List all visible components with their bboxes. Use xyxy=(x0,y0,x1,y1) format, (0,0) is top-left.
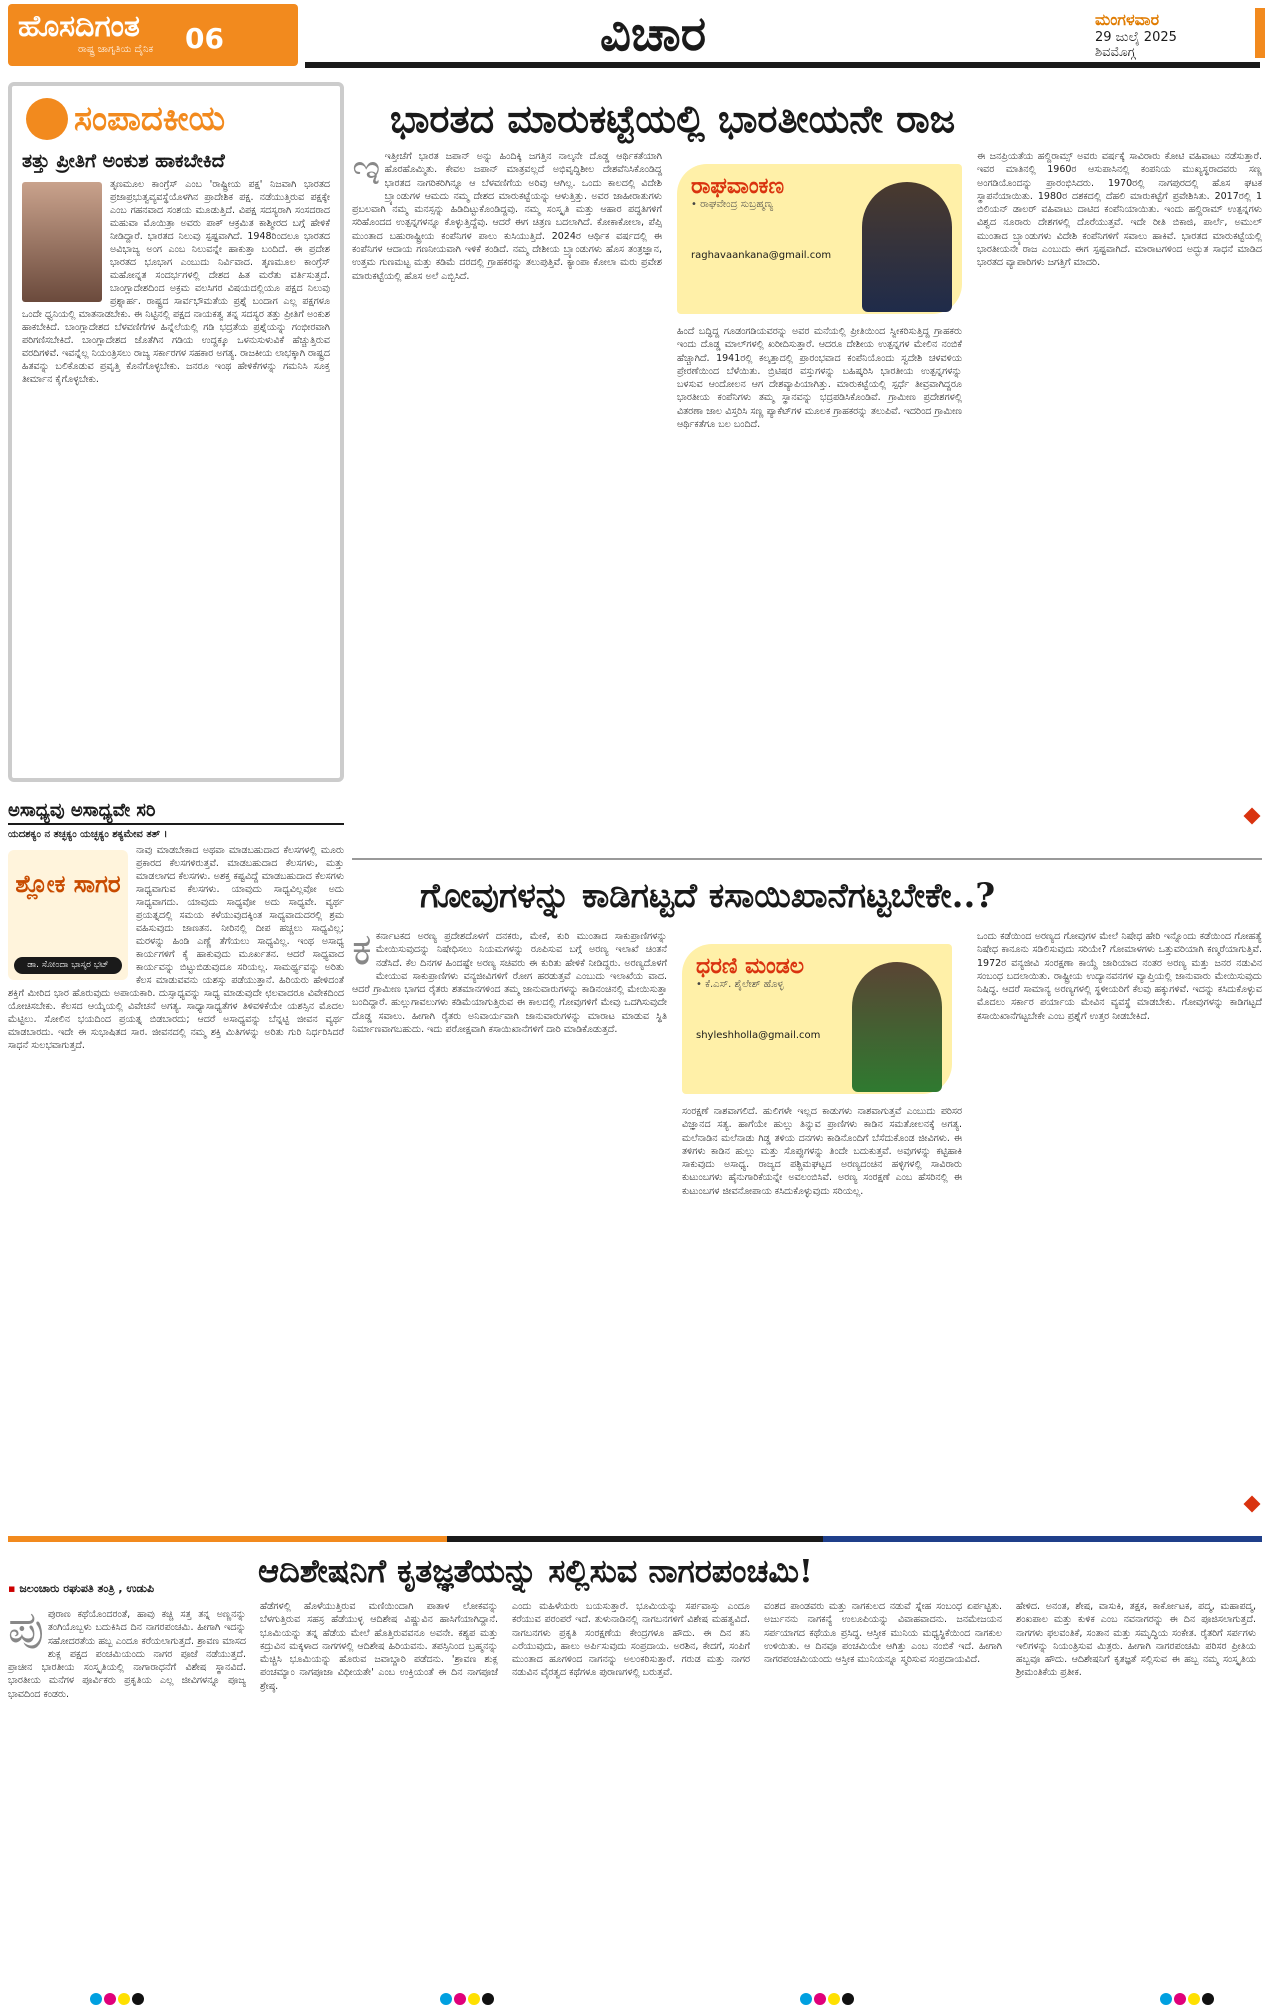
registration-dots-icon xyxy=(800,1990,860,2002)
shloka-badge-title: ಶ್ಲೋಕ ಸಾಗರ xyxy=(15,870,121,898)
registration-dots-icon xyxy=(440,1990,500,2002)
shloka-sagar-badge xyxy=(8,850,128,980)
article3-col2: ಹೆಡೆಗಳಲ್ಲಿ ಹೊಳೆಯುತ್ತಿರುವ ಮಣಿಯಿಂದಾಗಿ ಪಾತಾಳ ಲೋಕವನ್ನು ಬೆಳಗುತ್ತಿರುವ ಸಹಸ್ರ ಹೆಡೆಯುಳ್ಳ ಆದಿಶೇಷ ವಿಷ್ಣುವಿನ ಹಾಸಿಗೆಯಾಗಿದ್ದಾನೆ. ಭೂಮಿಯನ್ನು ತನ್ನ ಹೆಡೆಯ ಮೇಲೆ ಹೊತ್ತಿರುವವನೂ ಅವನೇ. ಕಶ್ಯಪ ಮತ್ತು ಕದ್ರುವಿನ ಮಕ್ಕಳಾದ ನಾಗಗಳಲ್ಲಿ ಆದಿಶೇಷ ಹಿರಿಯವನು. ತಪಸ್ಸಿನಿಂದ ಬ್ರಹ್ಮನನ್ನು ಮೆಚ್ಚಿಸಿ ಭೂಮಿಯನ್ನು ಹೊರುವ ಜವಾಬ್ದಾರಿ ಪಡೆದನು. 'ಶ್ರಾವಣ ಶುಕ್ಲ ಪಂಚಮ್ಯಾಂ ನಾಗಪೂಜಾ ವಿಧೀಯತೇ' ಎಂಬ ಉಕ್ತಿಯಂತೆ ಈ ದಿನ ನಾಗಪೂಜೆ ಶ್ರೇಷ್ಠ. xyxy=(260,1601,498,1692)
author-box xyxy=(682,944,952,1094)
dropcap: ಪು xyxy=(8,1602,44,1653)
article3-byline: ▪ ಜಲಂಚಾರು ರಘುಪತಿ ತಂತ್ರಿ , ಉಡುಪಿ xyxy=(8,1582,155,1595)
end-marker-icon xyxy=(1244,1496,1261,1513)
registration-marks xyxy=(0,1990,1270,2009)
day-label: ಮಂಗಳವಾರ xyxy=(1095,10,1160,29)
article3-col5: ಹೇಳಿದ. ಅನಂತ, ಶೇಷ, ವಾಸುಕಿ, ತಕ್ಷಕ, ಕಾರ್ಕೋಟಕ, ಪದ್ಮ, ಮಹಾಪದ್ಮ, ಶಂಖಪಾಲ ಮತ್ತು ಕುಳಿಕ ಎಂಬ ನವನಾಗರನ್ನು ಈ ದಿನ ಪೂಜಿಸಲಾಗುತ್ತದೆ. ನಾಗಗಳು ಫಲವಂತಿಕೆ, ಸಂತಾನ ಮತ್ತು ಸಮೃದ್ಧಿಯ ಸಂಕೇತ. ರೈತರಿಗೆ ಸರ್ಪಗಳು ಇಲಿಗಳನ್ನು ನಿಯಂತ್ರಿಸುವ ಮಿತ್ರರು. ಹೀಗಾಗಿ ನಾಗರಪಂಚಮಿ ಪರಿಸರ ಪ್ರೀತಿಯ ಹಬ್ಬವೂ ಹೌದು. ಆದಿಶೇಷನಿಗೆ ಕೃತಜ್ಞತೆ ಸಲ್ಲಿಸುವ ಈ ಹಬ್ಬ ನಮ್ಮ ಸಂಸ್ಕೃತಿಯ ಶ್ರೀಮಂತಿಕೆಯ ಪ್ರತೀಕ. xyxy=(1016,1601,1256,1679)
shloka-body: ಶ್ಲೋಕ ಸಾಗರ ಡಾ. ಸೋಂದಾ ಭಾಸ್ಕರ ಭಟ್ ನಾವು ಮಾಡಬೇಕಾದ ಅಥವಾ ಮಾಡಬಹುದಾದ ಕೆಲಸಗಳಲ್ಲಿ ಮೂರು ಪ್ರಕಾರದ ಕೆಲಸಗಳಿರುತ್ತವೆ. ಮಾಡಬಹುದಾದ ಕೆಲಸಗಳು, ಮತ್ತು ಮಾಡಲಾಗದ ಕೆಲಸಗಳು. ಅಶಕ್ತ ಕಷ್ಟವಿದ್ದೆ ಮಾಡಬಹುದಾದ ಕೆಲಸಗಳು ಸಾಧ್ಯವಾಗುವ ಕೆಲಸಗಳು. ಯಾವುದು ಸಾಧ್ಯವಿಲ್ಲವೋ ಅದು ಸಾಧ್ಯವಾಗದು. ಯಾವುದು ಸಾಧ್ಯವೋ ಅದು ಸಾಧ್ಯವೇ. ವ್ಯರ್ಥ ಪ್ರಯತ್ನದಲ್ಲಿ ಸಮಯ ಕಳೆಯುವುದಕ್ಕಿಂತ ಸಾಧ್ಯವಾದುದರಲ್ಲಿ ಶ್ರಮ ವಹಿಸುವುದು ಜಾಣತನ. ನೀರಿನಲ್ಲಿ ದೀಪ ಹಚ್ಚಲು ಸಾಧ್ಯವಿಲ್ಲ; ಮರಳನ್ನು ಹಿಂಡಿ ಎಣ್ಣೆ ತೆಗೆಯಲು ಸಾಧ್ಯವಿಲ್ಲ. ಇಂಥ ಅಸಾಧ್ಯ ಕಾರ್ಯಗಳಿಗೆ ಕೈ ಹಾಕುವುದು ಮೂರ್ಖತನ. ಆದರೆ ಸಾಧ್ಯವಾದ ಕಾರ್ಯವನ್ನು ಬಿಟ್ಟುಬಿಡುವುದೂ ಸರಿಯಲ್ಲ. ಸಾಮರ್ಥ್ಯವನ್ನು ಅರಿತು ಕೆಲಸ ಮಾಡುವವನು ಯಶಸ್ಸು ಪಡೆಯುತ್ತಾನೆ. ಹಿರಿಯರು ಹೇಳಿದಂತೆ ಶಕ್ತಿಗೆ ಮೀರಿದ ಭಾರ ಹೊರುವುದು ಅಪಾಯಕಾರಿ. ದುಸ್ಸಾಧ್ಯವನ್ನು ಸಾಧ್ಯ ಮಾಡುವುದೇ ಛಲವಾದರೂ ವಿವೇಕದಿಂದ ಯೋಚಿಸಬೇಕು. ಕೆಲಸದ ಆಯ್ಕೆಯಲ್ಲಿ ವಿವೇಚನೆ ಅಗತ್ಯ. ಸಾಧ್ಯಾಸಾಧ್ಯತೆಗಳ ತಿಳಿವಳಿಕೆಯೇ ಯಶಸ್ಸಿನ ಮೊದಲ ಮೆಟ್ಟಿಲು. ಸೋಲಿನ ಭಯದಿಂದ ಪ್ರಯತ್ನ ಬಿಡಬಾರದು; ಆದರೆ ಅಸಾಧ್ಯವನ್ನು ಬೆನ್ನಟ್ಟಿ ಜೀವನ ವ್ಯರ್ಥ ಮಾಡಬಾರದು. ಇದೇ ಈ ಸುಭಾಷಿತದ ಸಾರ. ಜೀವನದಲ್ಲಿ ನಮ್ಮ ಶಕ್ತಿ ಮಿತಿಗಳನ್ನು ಅರಿತು ಗುರಿ ನಿರ್ಧರಿಸಿದರೆ ಸಾಧನೆ ಸುಲಭವಾಗುತ್ತದೆ. xyxy=(8,845,344,1051)
article1-headline: ಭಾರತದ ಮಾರುಕಟ್ಟೆಯಲ್ಲಿ ಭಾರತೀಯನೇ ರಾಜ xyxy=(390,96,956,141)
city-label: ಶಿವಮೊಗ್ಗ xyxy=(1095,45,1136,60)
dropcap: ಇ xyxy=(352,144,381,195)
article2-col3: ಒಂದು ಕಡೆಯಿಂದ ಅರಣ್ಯದ ಗೋವುಗಳ ಮೇಲೆ ನಿಷೇಧ ಹೇರಿ ಇನ್ನೊಂದು ಕಡೆಯಿಂದ ಗೋಹತ್ಯೆ ನಿಷೇಧ ಕಾನೂನು ಸಡಿಲಿಸುವುದು ಸರಿಯೇ? ಗೋಮಾಳಗಳು ಒತ್ತುವರಿಯಾಗಿ ಕಣ್ಮರೆಯಾಗುತ್ತಿವೆ. 1972ರ ವನ್ಯಜೀವಿ ಸಂರಕ್ಷಣಾ ಕಾಯ್ದೆ ಜಾರಿಯಾದ ನಂತರ ಅರಣ್ಯ ಮತ್ತು ಜನರ ನಡುವಿನ ಸಂಬಂಧ ಬದಲಾಯಿತು. ರಾಷ್ಟ್ರೀಯ ಉದ್ಯಾನವನಗಳ ವ್ಯಾಪ್ತಿಯಲ್ಲಿ ಜಾನುವಾರು ಮೇಯಿಸುವುದು ನಿಷಿದ್ಧ. ಆದರೆ ಸಾಮಾನ್ಯ ಅರಣ್ಯಗಳಲ್ಲಿ ಸ್ಥಳೀಯರಿಗೆ ಕೆಲವು ಹಕ್ಕುಗಳಿವೆ. ಇದನ್ನು ಕಸಿದುಕೊಳ್ಳುವ ಮೊದಲು ಸರ್ಕಾರ ಪರ್ಯಾಯ ಮೇವಿನ ವ್ಯವಸ್ಥೆ ಮಾಡಬೇಕು. ಗೋವುಗಳನ್ನು ಕಾಡಿಗಟ್ಟದೆ ಕಸಾಯಿಖಾನೆಗಟ್ಟಬೇಕೇ ಎಂಬ ಪ್ರಶ್ನೆಗೆ ಉತ್ತರ ನೀಡಬೇಕಿದೆ. xyxy=(977,931,1262,1022)
section-title: ವಿಚಾರ xyxy=(600,6,707,62)
paper-tagline: ರಾಷ್ಟ್ರ ಜಾಗೃತಿಯ ದೈನಿಕ xyxy=(78,44,154,55)
shloka-verse: ಯದಶಕ್ಯಂ ನ ತಚ್ಛಕ್ಯಂ ಯಚ್ಛಕ್ಯಂ ಶಕ್ಯಮೇವ ತತ್ । xyxy=(8,829,168,840)
editorial-photo xyxy=(22,182,102,302)
editorial-logo: ಸಂಪಾದಕೀಯ xyxy=(22,94,330,144)
shloka-headline: ಅಸಾಧ್ಯವು ಅಸಾಧ್ಯವೇ ಸರಿ xyxy=(8,800,344,825)
author-name: • ಕೆ.ಎಸ್. ಶೈಲೇಶ್ ಹೊಳ್ಳ xyxy=(696,979,784,990)
editorial-headline: ತತ್ತು ಪ್ರೀತಿಗೆ ಅಂಕುಶ ಹಾಕಬೇಕಿದೆ xyxy=(22,150,225,172)
article3-col3: ಎಂದು ಮಹಿಳೆಯರು ಬಯಸುತ್ತಾರೆ. ಭೂಮಿಯನ್ನು ಸರ್ಪವಾಸ್ತು ಎಂದೂ ಕರೆಯುವ ಪರಂಪರೆ ಇದೆ. ತುಳುನಾಡಿನಲ್ಲಿ ನಾಗಬನಗಳಿಗೆ ವಿಶೇಷ ಮಹತ್ವವಿದೆ. ನಾಗಬನಗಳು ಪ್ರಕೃತಿ ಸಂರಕ್ಷಣೆಯ ಕೇಂದ್ರಗಳೂ ಹೌದು. ಈ ದಿನ ತನಿ ಎರೆಯುವುದು, ಹಾಲು ಅರ್ಪಿಸುವುದು ಸಂಪ್ರದಾಯ. ಅರಶಿನ, ಕೇದಗೆ, ಸಂಪಿಗೆ ಮುಂತಾದ ಹೂಗಳಿಂದ ನಾಗನನ್ನು ಅಲಂಕರಿಸುತ್ತಾರೆ. ಗರುಡ ಮತ್ತು ನಾಗರ ನಡುವಿನ ವೈರತ್ವದ ಕಥೆಗಳೂ ಪುರಾಣಗಳಲ್ಲಿ ಬರುತ್ತವೆ. xyxy=(512,1601,750,1679)
author-box xyxy=(677,164,962,314)
article2-col1: ಕಕರ್ನಾಟಕದ ಅರಣ್ಯ ಪ್ರದೇಶದೊಳಗೆ ದನಕರು, ಮೇಕೆ, ಕುರಿ ಮುಂತಾದ ಸಾಕುಪ್ರಾಣಿಗಳನ್ನು ಮೇಯಿಸುವುದನ್ನು ನಿಷೇಧಿಸಲು ನಿಯಮಗಳನ್ನು ರೂಪಿಸುವ ಬಗ್ಗೆ ಅರಣ್ಯ ಇಲಾಖೆ ಚಿಂತನೆ ನಡೆಸಿದೆ. ಕೆಲ ದಿನಗಳ ಹಿಂದಷ್ಟೇ ಅರಣ್ಯ ಸಚಿವರು ಈ ಕುರಿತು ಹೇಳಿಕೆ ನೀಡಿದ್ದರು. ಅರಣ್ಯದೊಳಗೆ ಮೇಯುವ ಸಾಕುಪ್ರಾಣಿಗಳು ವನ್ಯಜೀವಿಗಳಿಗೆ ರೋಗ ಹರಡುತ್ತವೆ ಎಂಬುದು ಇಲಾಖೆಯ ವಾದ. ಆದರೆ ಗ್ರಾಮೀಣ ಭಾಗದ ರೈತರು ಶತಮಾನಗಳಿಂದ ತಮ್ಮ ಜಾನುವಾರುಗಳನ್ನು ಕಾಡಿನಂಚಿನಲ್ಲಿ ಮೇಯಿಸುತ್ತಾ ಬಂದಿದ್ದಾರೆ. ಹುಲ್ಲುಗಾವಲುಗಳು ಕಡಿಮೆಯಾಗುತ್ತಿರುವ ಈ ಕಾಲದಲ್ಲಿ ಗೋವುಗಳಿಗೆ ಮೇವು ಒದಗಿಸುವುದೇ ದೊಡ್ಡ ಸವಾಲು. ಹೀಗಾಗಿ ರೈತರು ಅನಿವಾರ್ಯವಾಗಿ ಜಾನುವಾರುಗಳನ್ನು ಮಾರಾಟ ಮಾಡುವ ಸ್ಥಿತಿ ನಿರ್ಮಾಣವಾಗಬಹುದು. ಇದು ಪರೋಕ್ಷವಾಗಿ ಕಸಾಯಿಖಾನೆಗಳಿಗೆ ದಾರಿ ಮಾಡಿಕೊಡುತ್ತದೆ. xyxy=(352,924,667,1036)
column-name: ರಾಘವಾಂಕಣ xyxy=(691,174,785,199)
article2-headline: ಗೋವುಗಳನ್ನು ಕಾಡಿಗಟ್ಟದೆ ಕಸಾಯಿಖಾನೆಗಟ್ಟಬೇಕೇ..? xyxy=(420,876,996,916)
color-stripe xyxy=(8,1536,1262,1542)
shloka-column xyxy=(8,800,344,1052)
article1 xyxy=(352,144,1262,850)
registration-dots-icon xyxy=(90,1990,150,2002)
column-name: ಧರಣಿ ಮಂಡಲ xyxy=(696,954,805,979)
article3-col4: ವಂಶದ ಪಾಂಡವರು ಮತ್ತು ನಾಗಕುಲದ ನಡುವೆ ಸ್ನೇಹ ಸಂಬಂಧ ಏರ್ಪಟ್ಟಿತು. ಅರ್ಜುನನು ನಾಗಕನ್ಯೆ ಉಲೂಪಿಯನ್ನು ವಿವಾಹವಾದನು. ಜನಮೇಜಯನ ಸರ್ಪಯಾಗದ ಕಥೆಯೂ ಪ್ರಸಿದ್ಧ. ಆಸ್ತೀಕ ಮುನಿಯ ಮಧ್ಯಸ್ಥಿಕೆಯಿಂದ ನಾಗಕುಲ ಉಳಿಯಿತು. ಆ ದಿನವೂ ಪಂಚಮಿಯೇ ಆಗಿತ್ತು ಎಂಬ ನಂಬಿಕೆ ಇದೆ. ಹೀಗಾಗಿ ನಾಗರಪಂಚಮಿಯಂದು ಆಸ್ತೀಕ ಮುನಿಯನ್ನೂ ಸ್ಮರಿಸುವ ಸಂಪ್ರದಾಯವಿದೆ. xyxy=(764,1601,1002,1666)
paper-name: ಹೊಸದಿಗಂತ xyxy=(18,9,140,44)
registration-dots-icon xyxy=(1160,1990,1220,2002)
masthead xyxy=(0,0,1270,72)
page-number: 06 xyxy=(185,22,224,55)
article3-col1: ಪುಪುರಾಣ ಕಥೆಯೊಂದರಂತೆ, ಹಾವು ಕಚ್ಚಿ ಸತ್ತ ತನ್ನ ಅಣ್ಣನನ್ನು ತಂಗಿಯೊಬ್ಬಳು ಬದುಕಿಸಿದ ದಿನ ನಾಗರಪಂಚಮಿ. ಹೀಗಾಗಿ ಇದನ್ನು ಸಹೋದರತೆಯ ಹಬ್ಬ ಎಂದೂ ಕರೆಯಲಾಗುತ್ತದೆ. ಶ್ರಾವಣ ಮಾಸದ ಶುಕ್ಲ ಪಕ್ಷದ ಪಂಚಮಿಯಂದು ನಾಗರ ಪೂಜೆ ನಡೆಯುತ್ತದೆ. ಪ್ರಾಚೀನ ಭಾರತೀಯ ಸಂಸ್ಕೃತಿಯಲ್ಲಿ ನಾಗಾರಾಧನೆಗೆ ವಿಶೇಷ ಸ್ಥಾನವಿದೆ. ಭಾರತೀಯ ಮನೆಗಳ ಪೂರ್ವಿಕರು ಪ್ರಕೃತಿಯ ಎಲ್ಲ ಜೀವಿಗಳನ್ನೂ ಪೂಜ್ಯ ಭಾವದಿಂದ ಕಂಡರು. xyxy=(8,1602,246,1700)
masthead-accent xyxy=(1255,8,1265,58)
article1-col1: ಇಇತ್ತೀಚೆಗೆ ಭಾರತ ಜಪಾನ್ ಅನ್ನು ಹಿಂದಿಕ್ಕಿ ಜಗತ್ತಿನ ನಾಲ್ಕನೇ ದೊಡ್ಡ ಆರ್ಥಿಕತೆಯಾಗಿ ಹೊರಹೊಮ್ಮಿತು. ಕೇವಲ ಜಪಾನ್ ಮಾತ್ರವಲ್ಲದೆ ಅಭಿವೃದ್ಧಿಶೀಲ ದೇಶವೆನಿಸಿಕೊಂಡಿದ್ದ ಭಾರತದ ನಾಗರಿಕರಿಗಿನ್ನೂ ಆ ಬೆಳವಣಿಗೆಯ ಅರಿವು ಆಗಿಲ್ಲ. ಒಂದು ಕಾಲದಲ್ಲಿ ವಿದೇಶಿ ಬ್ರ್ಯಾಂಡುಗಳ ಆಮದು ನಮ್ಮ ದೇಶದ ಮಾರುಕಟ್ಟೆಯನ್ನು ಆಳುತ್ತಿತ್ತು. ಅವರ ಜಾಹೀರಾತುಗಳು ಪ್ರಬಲವಾಗಿ ನಮ್ಮ ಮನಸ್ಸನ್ನು ಹಿಡಿದಿಟ್ಟುಕೊಂಡಿದ್ದವು. ನಮ್ಮ ಸಂಸ್ಕೃತಿ ಮತ್ತು ಆಹಾರ ಪದ್ಧತಿಗಳಿಗೆ ಸರಿಹೊಂದದ ಉತ್ಪನ್ನಗಳನ್ನೂ ಕೊಳ್ಳುತ್ತಿದ್ದೆವು. ಆದರೆ ಈಗ ಚಿತ್ರಣ ಬದಲಾಗಿದೆ. ಕೋಕಾಕೋಲಾ, ಪೆಪ್ಸಿ ಮುಂತಾದ ಬಹುರಾಷ್ಟ್ರೀಯ ಕಂಪೆನಿಗಳ ಪಾಲು ಕುಸಿಯುತ್ತಿದೆ. 2024ರ ಆರ್ಥಿಕ ವರ್ಷದಲ್ಲಿ ಈ ಕಂಪೆನಿಗಳ ಆದಾಯ ಗಣನೀಯವಾಗಿ ಇಳಿಕೆ ಕಂಡಿದೆ. ನಮ್ಮ ದೇಶೀಯ ಬ್ರ್ಯಾಂಡುಗಳು ಹೊಸ ತಂತ್ರಜ್ಞಾನ, ಉತ್ತಮ ಗುಣಮಟ್ಟ ಮತ್ತು ಕಡಿಮೆ ದರದಲ್ಲಿ ಗ್ರಾಹಕರನ್ನು ತಲುಪುತ್ತಿವೆ. ಕ್ಯಾಂಪಾ ಕೋಲಾ ಮರು ಪ್ರವೇಶ ಮಾರುಕಟ್ಟೆಯಲ್ಲಿ ಹೊಸ ಅಲೆ ಎಬ್ಬಿಸಿದೆ. xyxy=(352,144,662,282)
article2 xyxy=(352,924,1262,1520)
article3-headline: ಆದಿಶೇಷನಿಗೆ ಕೃತಜ್ಞತೆಯನ್ನು ಸಲ್ಲಿಸುವ ನಾಗರಪಂಚಮಿ! xyxy=(258,1552,813,1590)
editorial-emblem-icon xyxy=(26,98,68,140)
author-photo xyxy=(862,182,952,312)
masthead-rule xyxy=(305,62,1260,68)
article1-col3: ಈ ಜನಪ್ರಿಯತೆಯ ಹಲ್ದಿರಾಮ್ಸ್ ಅವರು ವರ್ಷಕ್ಕೆ ಸಾವಿರಾರು ಕೋಟಿ ವಹಿವಾಟು ನಡೆಸುತ್ತಾರೆ. ಇವರ ಮಾತಿನಲ್ಲಿ 1960ರ ಆಸುಪಾಸಿನಲ್ಲಿ ಕಂಪನಿಯ ಮುಖ್ಯಸ್ಥರಾದವರು ಸಣ್ಣ ಅಂಗಡಿಯೊಂದನ್ನು ಪ್ರಾರಂಭಿಸಿದರು. 1970ರಲ್ಲಿ ನಾಗಪುರದಲ್ಲಿ ಹೊಸ ಘಟಕ ಸ್ಥಾಪನೆಯಾಯಿತು. 1980ರ ದಶಕದಲ್ಲಿ ದೆಹಲಿ ಮಾರುಕಟ್ಟೆಗೆ ಪ್ರವೇಶಿಸಿತು. 2017ರಲ್ಲಿ 1 ಬಿಲಿಯನ್ ಡಾಲರ್ ವಹಿವಾಟು ದಾಟಿದ ಕಂಪೆನಿಯಾಯಿತು. ಇಂದು ಹಲ್ದಿರಾಮ್ ಉತ್ಪನ್ನಗಳು ವಿಶ್ವದ ನೂರಾರು ದೇಶಗಳಲ್ಲಿ ದೊರೆಯುತ್ತವೆ. ಇದೇ ರೀತಿ ಬಿಕಾಜಿ, ಪಾರ್ಲೆ, ಅಮುಲ್ ಮುಂತಾದ ಬ್ರ್ಯಾಂಡುಗಳು ವಿದೇಶಿ ಕಂಪೆನಿಗಳಿಗೆ ಸವಾಲು ಹಾಕಿವೆ. ಭಾರತದ ಮಾರುಕಟ್ಟೆಯಲ್ಲಿ ಭಾರತೀಯನೇ ರಾಜ ಎಂಬುದು ಈಗ ಸ್ಪಷ್ಟವಾಗಿದೆ. ಮಾರಾಟಗಳಿಂದ ಅದ್ಭುತ ಸಾಧನೆ ಮಾಡಿದ ಭಾರತದ ವ್ಯಾಪಾರಿಗಳು ಜಗತ್ತಿಗೆ ಮಾದರಿ. xyxy=(977,151,1262,269)
article3 xyxy=(8,1600,1262,1980)
shloka-author: ಡಾ. ಸೋಂದಾ ಭಾಸ್ಕರ ಭಟ್ xyxy=(14,957,122,974)
editorial-body: ತೃಣಮೂಲ ಕಾಂಗ್ರೆಸ್ ಎಂಬ 'ರಾಷ್ಟ್ರೀಯ ಪಕ್ಷ' ನಿಜವಾಗಿ ಭಾರತದ ಪ್ರಜಾಪ್ರಭುತ್ವವ್ಯವಸ್ಥೆಯೊಳಗಿನ ಪ್ರಾದೇಶಿಕ ಪಕ್ಷ. ನಡೆಯುತ್ತಿರುವ ಪಕ್ಷಕ್ಕೇ ಎಂಬ ಗಹನವಾದ ಸಂಶಯ ಮೂಡುತ್ತಿದೆ. ವಿಪಕ್ಷ ಸದಸ್ಯರಾಗಿ ಸಂಸದರಾದ ಮಹುವಾ ಮೊಯಿತ್ರಾ ಅವರು ಪಾಕ್ ಆಕ್ರಮಿತ ಕಾಶ್ಮೀರದ ಬಗ್ಗೆ ಹೇಳಿಕೆ ನೀಡಿದ್ದಾರೆ. ಭಾರತದ ನಿಲುವು ಸ್ಪಷ್ಟವಾಗಿದೆ. 1948ರಿಂದಲೂ ಭಾರತದ ಅವಿಭಾಜ್ಯ ಅಂಗ ಎಂಬ ನಿಲುವನ್ನೇ ಹಾಕುತ್ತಾ ಬಂದಿದೆ. ಈ ಪ್ರದೇಶ ಭಾರತದ ಭೂಭಾಗ ಎಂಬುದು ನಿರ್ವಿವಾದ. ತೃಣಮೂಲ ಕಾಂಗ್ರೆಸ್ ಮಹೋನ್ನತ ಸಂದರ್ಭಗಳಲ್ಲಿ ದೇಶದ ಹಿತ ಮರೆತು ವರ್ತಿಸುತ್ತದೆ. ಬಾಂಗ್ಲಾದೇಶದಿಂದ ಅಕ್ರಮ ವಲಸಿಗರ ವಿಷಯದಲ್ಲಿಯೂ ಪಕ್ಷದ ನಿಲುವು ಪ್ರಶ್ನಾರ್ಹ. ರಾಷ್ಟ್ರದ ಸಾರ್ವಭೌಮತೆಯ ಪ್ರಶ್ನೆ ಬಂದಾಗ ಎಲ್ಲ ಪಕ್ಷಗಳೂ ಒಂದೇ ಧ್ವನಿಯಲ್ಲಿ ಮಾತನಾಡಬೇಕು. ಈ ನಿಟ್ಟಿನಲ್ಲಿ ಪಕ್ಷದ ನಾಯಕತ್ವ ತನ್ನ ಸದಸ್ಯರ ತತ್ತು ಪ್ರೀತಿಗೆ ಅಂಕುಶ ಹಾಕಬೇಕಿದೆ. ಬಾಂಗ್ಲಾದೇಶದ ಬೆಳವಣಿಗೆಗಳ ಹಿನ್ನೆಲೆಯಲ್ಲಿ ಗಡಿ ಭದ್ರತೆಯ ಪ್ರಶ್ನೆಯನ್ನು ಗಂಭೀರವಾಗಿ ಪರಿಗಣಿಸಬೇಕಿದೆ. ಬಾಂಗ್ಲಾದೇಶದ ಜೊತೆಗಿನ ಗಡಿಯ ಉದ್ದಕ್ಕೂ ಒಳನುಸುಳುವಿಕೆ ಹೆಚ್ಚುತ್ತಿರುವ ವರದಿಗಳಿವೆ. ಇವನ್ನೆಲ್ಲ ನಿಯಂತ್ರಿಸಲು ರಾಜ್ಯ ಸರ್ಕಾರಗಳ ಸಹಕಾರ ಅಗತ್ಯ. ರಾಜಕೀಯ ಲಾಭಕ್ಕಾಗಿ ರಾಷ್ಟ್ರದ ಹಿತವನ್ನು ಬಲಿಕೊಡುವ ಪ್ರವೃತ್ತಿ ಕೊನೆಗೊಳ್ಳಬೇಕು. ಜನರೂ ಇಂಥ ಹೇಳಿಕೆಗಳನ್ನು ಗಮನಿಸಿ ಸೂಕ್ತ ತೀರ್ಮಾನ ಕೈಗೊಳ್ಳಬೇಕು. xyxy=(22,179,330,385)
editorial-box xyxy=(8,82,344,782)
dateline xyxy=(1095,10,1177,60)
article-divider xyxy=(352,858,1262,860)
article1-col2: ಹಿಂದೆ ಬದ್ಧಿದ್ದ ಗೂಡಂಗಡಿಯವರನ್ನು ಅವರ ಮನೆಯಲ್ಲಿ ಪ್ರೀತಿಯಿಂದ ಸ್ವೀಕರಿಸುತ್ತಿದ್ದ ಗ್ರಾಹಕರು ಇಂದು ದೊಡ್ಡ ಮಾಲ್‌ಗಳಲ್ಲಿ ಖರೀದಿಸುತ್ತಾರೆ. ಆದರೂ ದೇಶೀಯ ಉತ್ಪನ್ನಗಳ ಮೇಲಿನ ನಂಬಿಕೆ ಹೆಚ್ಚಾಗಿದೆ. 1941ರಲ್ಲಿ ಕಲ್ಕತ್ತಾದಲ್ಲಿ ಪ್ರಾರಂಭವಾದ ಕಂಪೆನಿಯೊಂದು ಸ್ವದೇಶಿ ಚಳವಳಿಯ ಪ್ರೇರಣೆಯಿಂದ ಬೆಳೆಯಿತು. ಬ್ರಿಟಿಷರ ವಸ್ತುಗಳನ್ನು ಬಹಿಷ್ಕರಿಸಿ ಭಾರತೀಯ ಉತ್ಪನ್ನಗಳನ್ನು ಬಳಸುವ ಆಂದೋಲನ ಆಗ ದೇಶವ್ಯಾಪಿಯಾಗಿತ್ತು. ಮಾರುಕಟ್ಟೆಯಲ್ಲಿ ಸ್ಪರ್ಧೆ ತೀವ್ರವಾಗಿದ್ದರೂ ಭಾರತೀಯ ಕಂಪೆನಿಗಳು ತಮ್ಮ ಸ್ಥಾನವನ್ನು ಭದ್ರಪಡಿಸಿಕೊಂಡಿವೆ. ಗ್ರಾಮೀಣ ಪ್ರದೇಶಗಳಲ್ಲಿ ವಿತರಣಾ ಜಾಲ ವಿಸ್ತರಿಸಿ ಸಣ್ಣ ಪ್ಯಾಕೆಟ್‌ಗಳ ಮೂಲಕ ಗ್ರಾಹಕರನ್ನು ತಲುಪಿವೆ. ಇದರಿಂದ ಗ್ರಾಮೀಣ ಆರ್ಥಿಕತೆಗೂ ಬಲ ಬಂದಿದೆ. xyxy=(677,326,962,431)
dropcap: ಕ xyxy=(352,924,372,975)
date-label: 29 ಜುಲೈ 2025 xyxy=(1095,30,1177,45)
author-name: • ರಾಘವೇಂದ್ರ ಸುಬ್ರಹ್ಮಣ್ಯ xyxy=(691,199,774,210)
paper-logo xyxy=(8,4,298,66)
author-email: shyleshholla@gmail.com xyxy=(696,1030,821,1041)
end-marker-icon xyxy=(1244,808,1261,825)
article2-col2: ಸಂರಕ್ಷಣೆ ನಾಶವಾಗಲಿದೆ. ಹುಲಿಗಳೇ ಇಲ್ಲದ ಕಾಡುಗಳು ನಾಶವಾಗುತ್ತವೆ ಎಂಬುದು ಪರಿಸರ ವಿಜ್ಞಾನದ ಸತ್ಯ. ಹಾಗೆಯೇ ಹುಲ್ಲು ತಿನ್ನುವ ಪ್ರಾಣಿಗಳು ಕಾಡಿನ ಸಮತೋಲನಕ್ಕೆ ಅಗತ್ಯ. ಮಲೆನಾಡಿನ ಮಲೆನಾಡು ಗಿಡ್ಡ ತಳಿಯ ದನಗಳು ಕಾಡಿನೊಂದಿಗೆ ಬೆಸೆದುಕೊಂಡ ಜೀವಿಗಳು. ಈ ತಳಿಗಳು ಕಾಡಿನ ಹುಲ್ಲು ಮತ್ತು ಸೊಪ್ಪುಗಳನ್ನು ತಿಂದೇ ಬದುಕುತ್ತವೆ. ಅವುಗಳನ್ನು ಕಟ್ಟಿಹಾಕಿ ಸಾಕುವುದು ಅಸಾಧ್ಯ. ರಾಜ್ಯದ ಪಶ್ಚಿಮಘಟ್ಟದ ಅರಣ್ಯದಂಚಿನ ಹಳ್ಳಿಗಳಲ್ಲಿ ಸಾವಿರಾರು ಕುಟುಂಬಗಳು ಹೈನುಗಾರಿಕೆಯನ್ನೇ ಅವಲಂಬಿಸಿವೆ. ಅರಣ್ಯ ಸಂರಕ್ಷಣೆ ಎಂಬ ಹೆಸರಿನಲ್ಲಿ ಈ ಕುಟುಂಬಗಳ ಜೀವನೋಪಾಯ ಕಸಿದುಕೊಳ್ಳುವುದು ಸರಿಯಲ್ಲ. xyxy=(682,1106,962,1197)
author-email: raghavaankana@gmail.com xyxy=(691,250,832,261)
author-photo xyxy=(852,962,942,1092)
